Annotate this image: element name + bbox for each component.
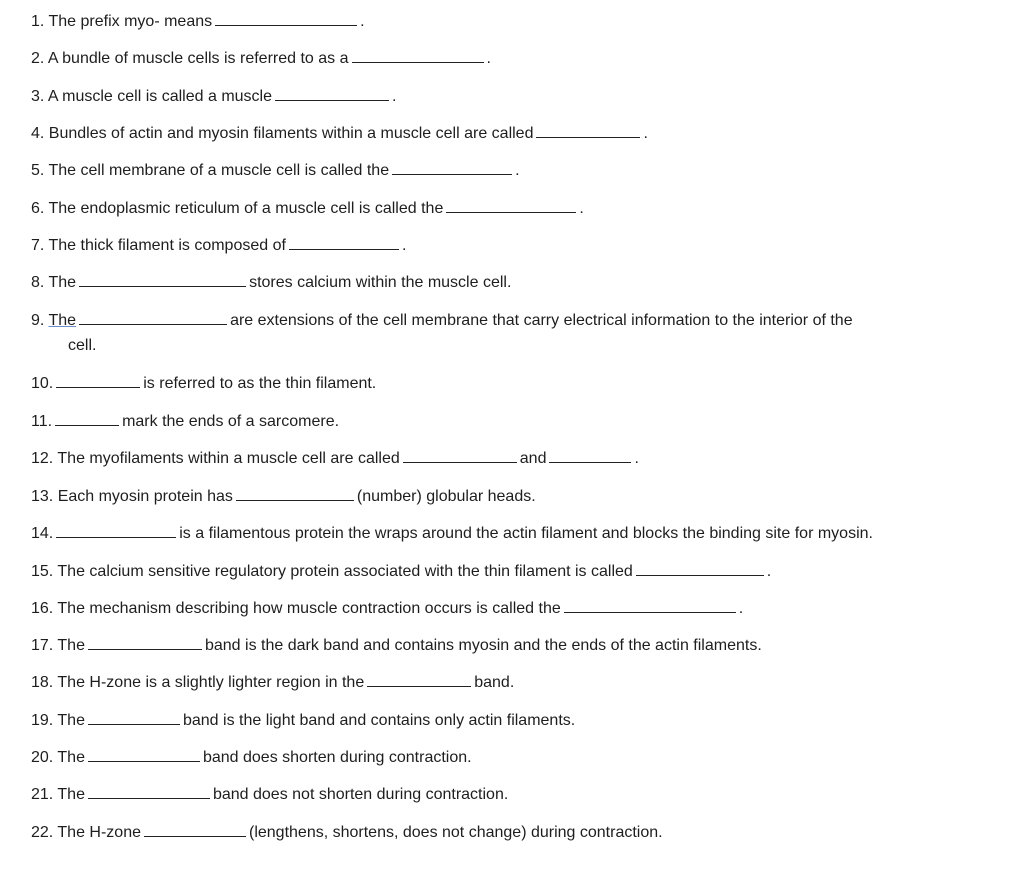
question-text: 22. The H-zone [31,824,141,841]
answer-blank[interactable] [352,48,484,63]
answer-blank[interactable] [88,635,202,650]
question-number: 10. [31,375,54,392]
question-text: 16. The mechanism describing how muscle contraction occurs is called the [31,600,561,617]
answer-blank[interactable] [289,235,399,250]
question-13 [31,486,536,507]
question-8 [31,272,511,293]
question-text: 4. Bundles of actin and myosin filaments within a muscle cell are called [31,125,534,142]
answer-blank[interactable] [564,598,736,613]
answer-blank[interactable] [88,747,200,762]
question-text: 20. The [31,749,85,766]
question-text-end: band is the dark band and contains myosin and the ends of the actin filaments. [204,637,762,654]
question-text: 7. The thick filament is composed of [31,237,286,254]
question-7 [31,235,406,256]
question-text: 6. The endoplasmic reticulum of a muscle cell is called the [31,200,444,217]
question-text: 12. The myofilaments within a muscle cell are called [31,450,400,467]
question-text-end: . [579,200,584,217]
question-text-end: (lengthens, shortens, does not change) during contraction. [249,824,663,841]
question-10 [31,373,376,394]
question-2 [31,48,491,69]
answer-blank[interactable] [88,710,180,725]
question-text-end: . [738,600,744,617]
question-3 [31,86,396,107]
question-text-end: band is the light band and contains only actin filaments. [182,712,576,729]
question-20 [31,747,472,768]
question-21 [31,784,508,805]
question-16 [31,598,743,619]
question-text-end: is referred to as the thin filament. [143,375,377,392]
question-text-end: band. [474,674,515,691]
question-22 [31,822,663,843]
answer-blank[interactable] [549,448,631,463]
question-number: 9. [31,312,45,329]
question-text-end: . [392,88,397,105]
question-4 [31,123,648,144]
question-6 [31,198,584,219]
question-text: 8. The [31,274,77,291]
question-text-and: and [519,450,547,467]
question-text-end: are extensions of the cell membrane that carry electrical information to the interior of the [230,312,853,329]
answer-blank[interactable] [56,373,140,388]
question-17 [31,635,762,656]
question-19 [31,710,575,731]
question-text-end: . [643,125,648,142]
answer-blank[interactable] [79,310,227,325]
answer-blank[interactable] [446,198,576,213]
question-text-end: band does not shorten during contraction. [212,786,509,803]
question-text: 19. The [31,712,85,729]
answer-blank[interactable] [236,486,354,501]
question-9 [31,310,853,331]
question-text: 13. Each myosin protein has [31,488,233,505]
question-12 [31,448,639,469]
answer-blank[interactable] [367,672,471,687]
question-15 [31,561,771,582]
answer-blank[interactable] [275,86,389,101]
question-text-the: The [48,312,77,329]
answer-blank[interactable] [55,411,119,426]
question-text: 3. A muscle cell is called a muscle [31,88,272,105]
question-14 [31,523,873,544]
question-text: 1. The prefix myo- means [31,13,213,30]
answer-blank[interactable] [88,784,210,799]
answer-blank[interactable] [536,123,640,138]
question-text: 18. The H-zone is a slightly lighter region in the [31,674,365,691]
answer-blank[interactable] [56,523,176,538]
question-text-end: (number) globular heads. [356,488,536,505]
question-text-end: band does shorten during contraction. [202,749,472,766]
question-text-end: . [401,237,407,254]
answer-blank[interactable] [636,561,764,576]
question-text: 2. A bundle of muscle cells is referred to as a [31,50,349,67]
question-5 [31,160,520,181]
answer-blank[interactable] [144,822,246,837]
question-text-end: stores calcium within the muscle cell. [249,274,512,291]
question-11 [31,411,339,432]
answer-blank[interactable] [392,160,512,175]
answer-blank[interactable] [79,272,246,287]
question-text-end: mark the ends of a sarcomere. [122,413,340,430]
question-text: 17. The [31,637,85,654]
question-text: 15. The calcium sensitive regulatory protein associated with the thin filament is called [31,563,633,580]
question-text-end: . [766,563,772,580]
question-9-continuation: cell. [68,337,97,354]
question-text: 5. The cell membrane of a muscle cell is called the [31,162,390,179]
question-text-end: . [634,450,639,467]
question-text: 21. The [31,786,85,803]
answer-blank[interactable] [215,11,357,26]
question-number: 14. [31,525,54,542]
question-text-end: . [486,50,491,67]
question-text-end: . [515,162,520,179]
question-18 [31,672,514,693]
question-number: 11. [31,413,53,430]
question-1 [31,11,365,32]
question-text-end: . [360,13,365,30]
question-text-end: is a filamentous protein the wraps around the actin filament and blocks the binding site for myosin. [179,525,873,542]
answer-blank[interactable] [403,448,517,463]
